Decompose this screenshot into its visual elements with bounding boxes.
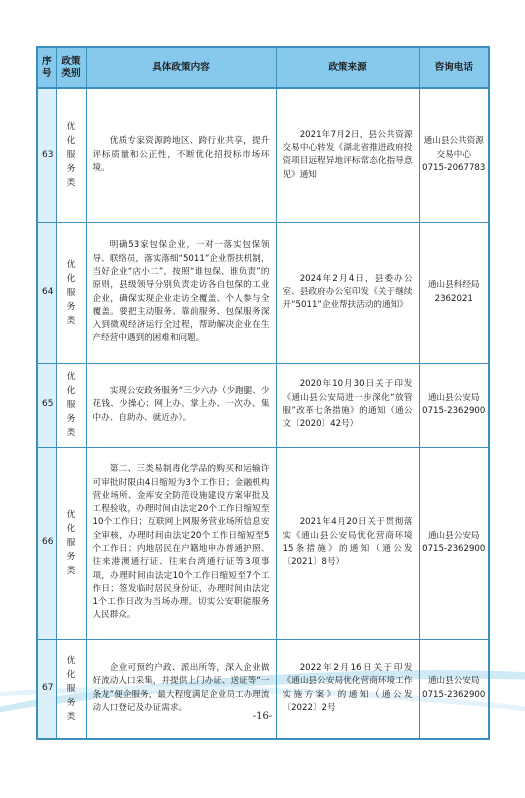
row-phone bbox=[419, 639, 489, 739]
table-row bbox=[37, 88, 489, 222]
row-phone bbox=[419, 363, 489, 447]
row-phone bbox=[419, 88, 489, 222]
header-seq: 序号 bbox=[37, 47, 56, 88]
phone-org: 通山县科经局 bbox=[427, 280, 480, 291]
phone-number: 0715-2362900 bbox=[422, 406, 486, 416]
row-content: 第二、三类易制毒化学品的购买和运输许可审批时限由4日缩短为3个工作日；金融机构营业场所、金库安全防范设施建设方案审批及工程验收，办理时间由法定20个工作日缩短至10个工作日；互联网上网服务营业场所信息安全审核，办理时间由法定20个工作日缩短至5个工作日；内地居民在户籍地申办普通护照、往来港澳通行证、往来台湾通行证等3项事项，办理时间由法定10个工作日缩短至7个工作日；签发临时居民身份证，办理时间由法定1个工作日改为当场办理。切实公安职能服务人民群众。 bbox=[86, 447, 276, 639]
phone-org: 通山县公安局 bbox=[427, 392, 480, 403]
row-seq: 65 bbox=[37, 363, 56, 447]
row-content: 明确53家包保企业，一对一落实包保领导、联络员，落实落细“5011”企业帮扶机制，当好企业“店小二”，按照“谁包保、谁负责”的原则，县级领导分别负责走访各自包保的工业企业，确保实现企业走访全覆盖、个人参与全覆盖。要把主动服务、靠前服务、包保服务深入到微观经济运行全过程，帮助解决企业在生产经营中遇到的困难和问题。 bbox=[86, 222, 276, 363]
row-content: 优质专家资源跨地区、跨行业共享，提升评标质量和公正性，不断优化招投标市场环境。 bbox=[86, 88, 276, 222]
table-row bbox=[37, 639, 489, 739]
header-category: 政策类别 bbox=[56, 47, 86, 88]
row-seq: 63 bbox=[37, 88, 56, 222]
table-row bbox=[37, 447, 489, 639]
row-content: 企业可预约户政、派出所等，深入企业做好流动人口采集，并提供上门办证、送证等“一条龙”便企服务，最大程度满足企业员工办理流动人口登记及办证需求。 bbox=[86, 639, 276, 739]
row-seq: 66 bbox=[37, 447, 56, 639]
header-content: 具体政策内容 bbox=[86, 47, 276, 88]
page-number: -16- bbox=[252, 711, 273, 722]
row-phone bbox=[419, 447, 489, 639]
header-phone: 咨询电话 bbox=[419, 47, 489, 88]
row-source: 2020年10月30日关于印发《通山县公安局进一步深化“放管服”改革七条措施》的通知（通公文〔2020〕42号） bbox=[276, 363, 419, 447]
table-header-row bbox=[37, 47, 489, 88]
row-phone bbox=[419, 222, 489, 363]
row-category bbox=[56, 447, 86, 639]
row-source: 2022年2月16日关于印发《通山县公安局优化营商环境工作实施方案》的通知（通公发〔2022〕2号 bbox=[276, 639, 419, 739]
row-content: 实现公安政务服务“三少六办（少跑腿、少花钱、少操心；网上办、掌上办、一次办、集中办、自助办、就近办）。 bbox=[86, 363, 276, 447]
phone-number: 0715-2362900 bbox=[422, 544, 486, 554]
row-category-text: 优化服务类 bbox=[66, 259, 76, 326]
row-source: 2024年2月4日，县委办公室、县政府办公室印发《关于继续开“5011”企业帮扶活动的通知》 bbox=[276, 222, 419, 363]
header-source: 政策来源 bbox=[276, 47, 419, 88]
row-category bbox=[56, 363, 86, 447]
row-category-text: 优化服务类 bbox=[66, 122, 76, 189]
row-category-text: 优化服务类 bbox=[66, 655, 76, 722]
phone-org: 通山县公安局 bbox=[427, 676, 480, 687]
phone-number: 0715-2362900 bbox=[422, 689, 486, 700]
phone-number: 2362021 bbox=[434, 293, 473, 304]
policy-table bbox=[36, 46, 490, 740]
row-category bbox=[56, 88, 86, 222]
row-seq: 64 bbox=[37, 222, 56, 363]
phone-org: 通山县公共资源交易中心 bbox=[423, 136, 484, 160]
row-seq: 67 bbox=[37, 639, 56, 739]
row-category bbox=[56, 639, 86, 739]
table-row bbox=[37, 363, 489, 447]
row-category-text: 优化服务类 bbox=[66, 372, 76, 438]
phone-org: 通山县公安局 bbox=[427, 530, 480, 541]
row-source: 2021年7月2日，县公共资源交易中心转发《湖北省推进政府投资项目远程异地评标常态化指导意见》通知 bbox=[276, 88, 419, 222]
row-category bbox=[56, 222, 86, 363]
row-source: 2021年4月20日关于贯彻落实《通山县公安局优化营商环境15条措施》的通知（通公发〔2021〕8号） bbox=[276, 447, 419, 639]
table-row bbox=[37, 222, 489, 363]
row-category-text: 优化服务类 bbox=[66, 510, 76, 576]
phone-number: 0715-2067783 bbox=[422, 162, 486, 173]
